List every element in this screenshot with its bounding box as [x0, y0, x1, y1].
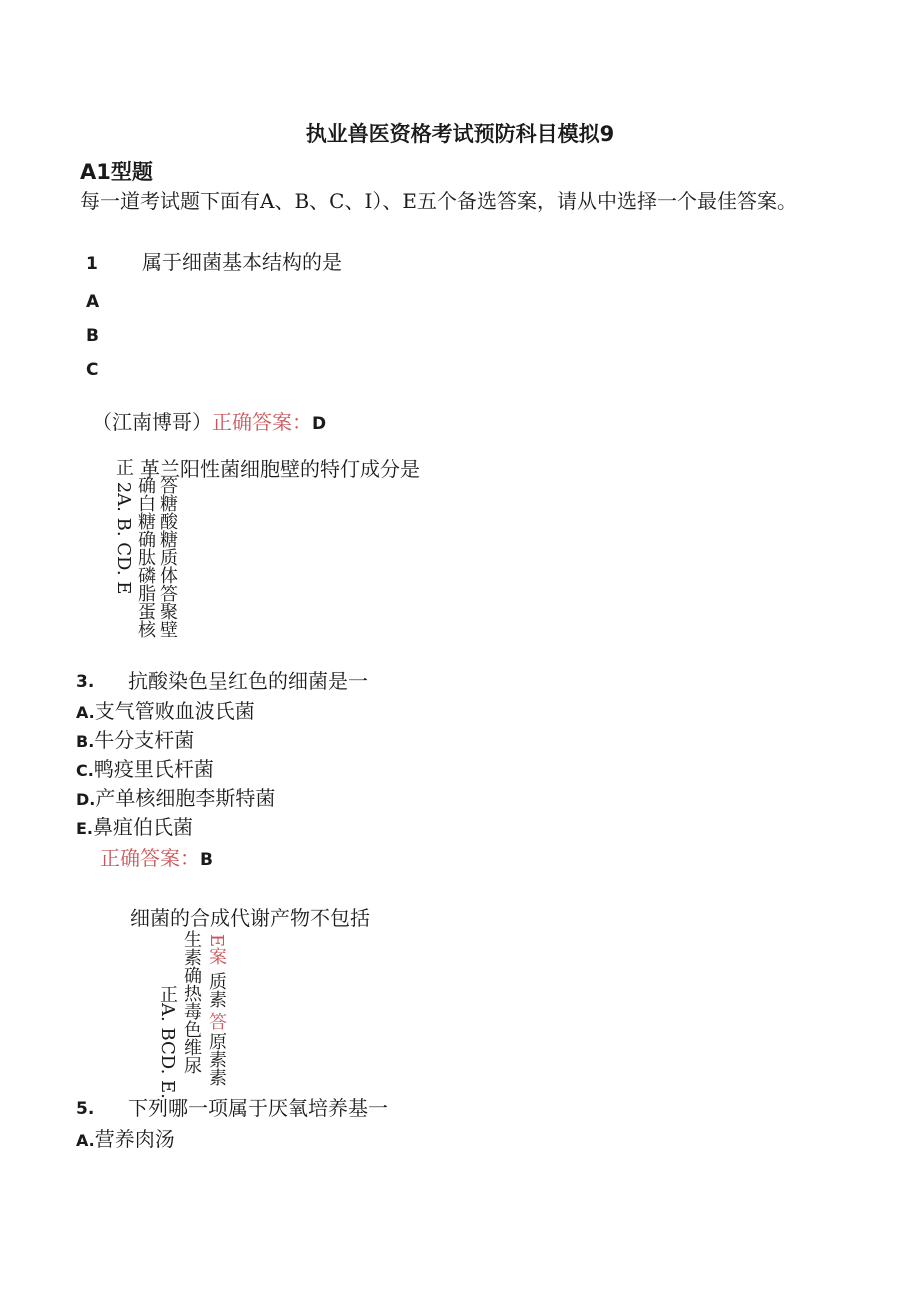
instructions: 每一道考试题下面有A、B、C、I）、E五个备选答案，请从中选择一个最佳答案。	[80, 189, 797, 213]
answer-value: B	[200, 850, 213, 870]
question-5-option-a: A.营养肉汤	[76, 1127, 175, 1151]
question-5-number: 5.	[76, 1099, 95, 1119]
question-1-text: 属于细菌基本结构的是	[142, 250, 342, 274]
question-2-column-labels: 正 2A. B. CD. E	[113, 458, 134, 595]
answer-label: 正确答案：	[100, 846, 200, 870]
question-3-option-c: C.鸭疫里氏杆菌	[76, 757, 214, 781]
question-5-text: 下列哪一项属于厌氧培养基一	[128, 1096, 388, 1120]
question-3-answer-line	[100, 842, 213, 871]
question-4-column-answer-tag: E案	[206, 934, 227, 966]
question-1-option-a: A	[86, 292, 100, 312]
question-4-text: 细菌的合成代谢产物不包括	[130, 906, 370, 930]
question-1-option-b: B	[86, 326, 99, 346]
page-title: 执业兽医资格考试预防科目模拟9	[305, 122, 615, 146]
question-4-column-answer-tag-2: 答	[206, 1012, 227, 1030]
answer-label: 正确答案：	[212, 410, 312, 434]
question-2-column-options-2: 答糖酸糖质体答聚壁	[157, 476, 178, 638]
question-4-column-options-3: 原素素	[206, 1032, 227, 1086]
question-1-option-c: C	[86, 360, 99, 380]
question-2-column-options: 确白糖确肽磷脂蛋核	[135, 476, 156, 638]
section-heading: A1型题	[80, 160, 153, 184]
question-4-column-options: 生素确热毒色维尿	[181, 930, 202, 1074]
question-3-option-a: A.支气管败血波氏菌	[76, 699, 255, 723]
question-1-number: 1	[86, 254, 98, 274]
question-3-text: 抗酸染色呈红色的细菌是一	[128, 669, 368, 693]
question-3-option-b: B.牛分支杆菌	[76, 728, 195, 752]
answer-value: D	[312, 414, 327, 434]
question-1-answer-line	[92, 406, 326, 435]
question-3-option-d: D.产单核细胞李斯特菌	[76, 786, 276, 810]
question-3-number: 3.	[76, 672, 95, 692]
source-tag: （江南博哥）	[92, 410, 212, 434]
question-2-text: 革兰阳性菌细胞壁的特仃成分是	[140, 457, 420, 481]
question-3-option-e: E.鼻疽伯氏菌	[76, 815, 194, 839]
question-4-column-options-2: 质素	[206, 972, 227, 1008]
question-4-column-labels: 正A. BCD. E.	[157, 985, 178, 1099]
